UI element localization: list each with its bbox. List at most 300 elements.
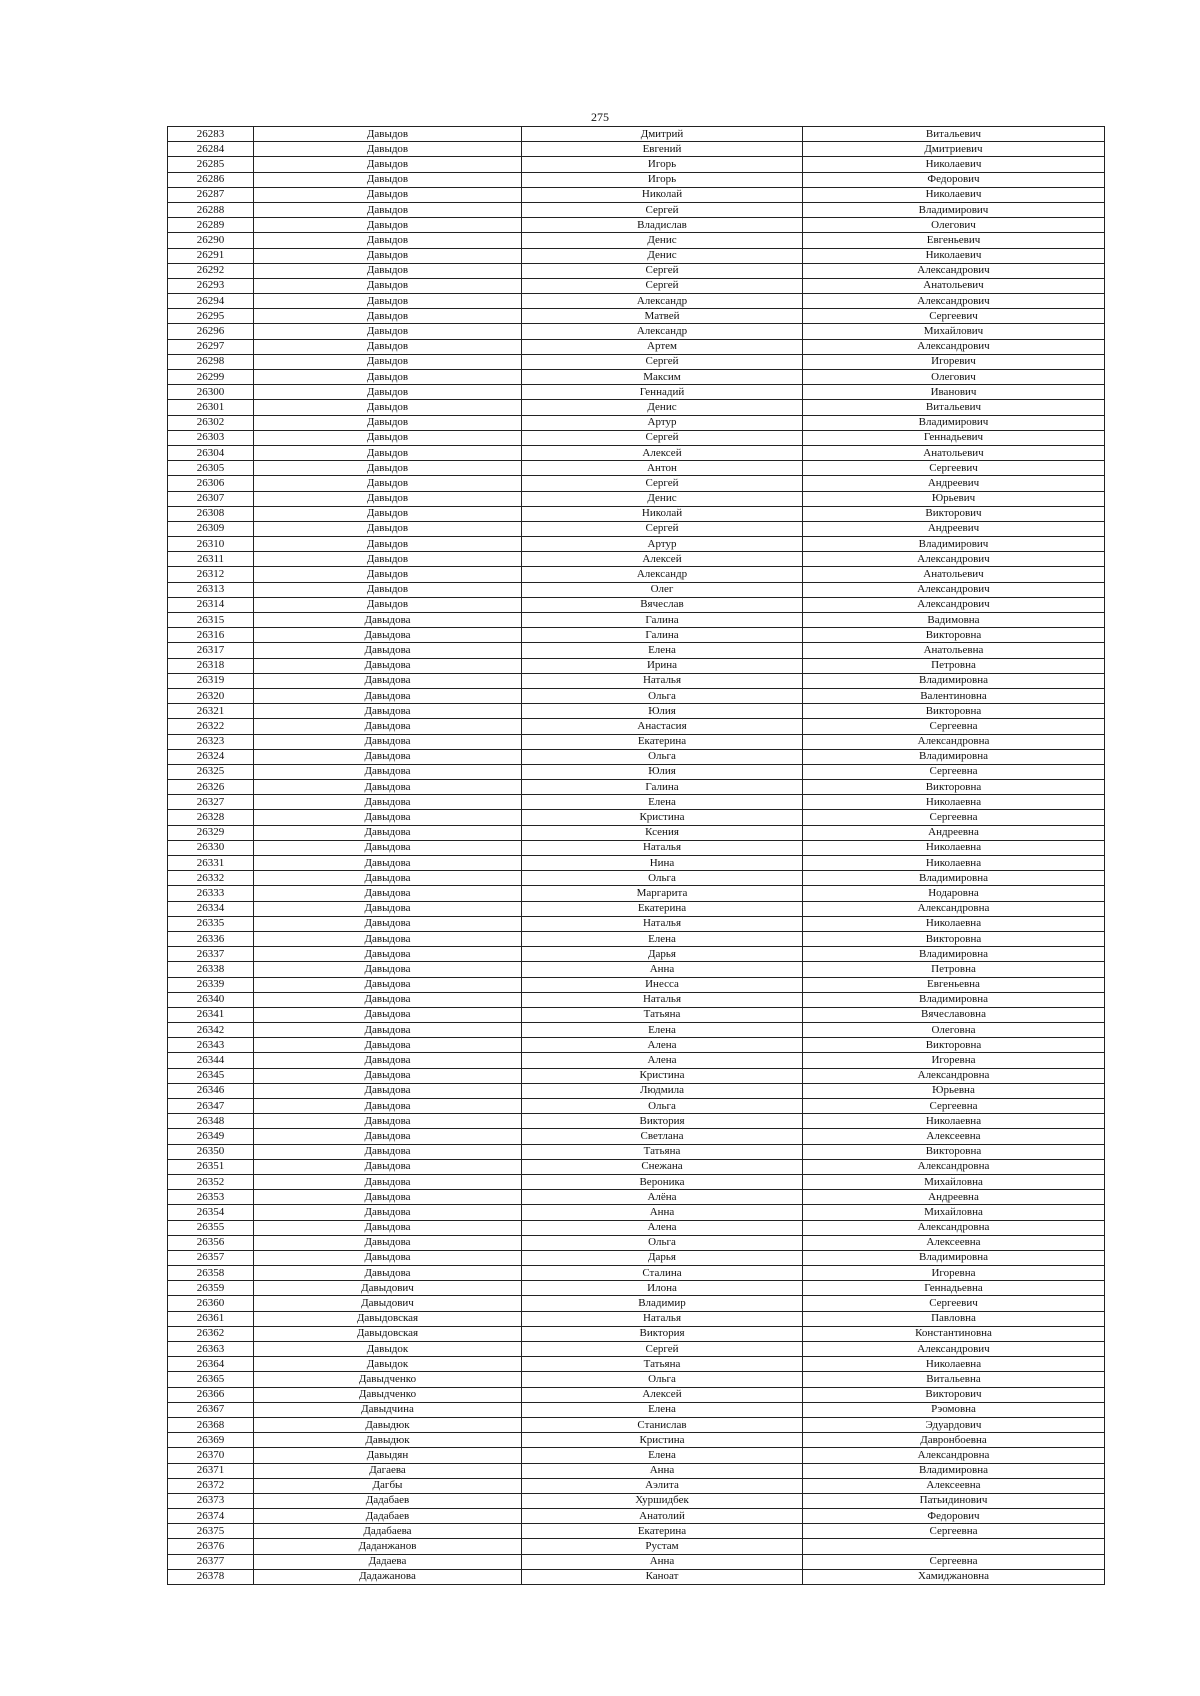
table-row bbox=[168, 445, 1105, 460]
first-name-cell: Виктория bbox=[522, 1326, 803, 1341]
row-number-cell: 26357 bbox=[168, 1250, 254, 1265]
patronymic-cell: Геннадьевич bbox=[803, 430, 1105, 445]
row-number-cell: 26289 bbox=[168, 218, 254, 233]
table-row bbox=[168, 476, 1105, 491]
patronymic-cell: Геннадьевна bbox=[803, 1281, 1105, 1296]
row-number-cell: 26298 bbox=[168, 354, 254, 369]
table-row bbox=[168, 1159, 1105, 1174]
first-name-cell: Маргарита bbox=[522, 886, 803, 901]
patronymic-cell: Александрович bbox=[803, 1342, 1105, 1357]
row-number-cell: 26376 bbox=[168, 1539, 254, 1554]
last-name-cell: Давыдов bbox=[254, 400, 522, 415]
table-row bbox=[168, 1326, 1105, 1341]
table-row bbox=[168, 613, 1105, 628]
last-name-cell: Давыдова bbox=[254, 1083, 522, 1098]
row-number-cell: 26285 bbox=[168, 157, 254, 172]
patronymic-cell: Евгеньевна bbox=[803, 977, 1105, 992]
table-row bbox=[168, 1099, 1105, 1114]
row-number-cell: 26321 bbox=[168, 704, 254, 719]
last-name-cell: Дагбы bbox=[254, 1478, 522, 1493]
patronymic-cell: Сергеевна bbox=[803, 1099, 1105, 1114]
last-name-cell: Дадаева bbox=[254, 1554, 522, 1569]
patronymic-cell: Сергеевна bbox=[803, 719, 1105, 734]
last-name-cell: Давыдченко bbox=[254, 1372, 522, 1387]
table-row bbox=[168, 506, 1105, 521]
last-name-cell: Давыдова bbox=[254, 1174, 522, 1189]
first-name-cell: Дарья bbox=[522, 947, 803, 962]
patronymic-cell: Сергеевна bbox=[803, 764, 1105, 779]
last-name-cell: Дадажанова bbox=[254, 1569, 522, 1584]
row-number-cell: 26300 bbox=[168, 385, 254, 400]
row-number-cell: 26378 bbox=[168, 1569, 254, 1584]
last-name-cell: Давыдов bbox=[254, 294, 522, 309]
last-name-cell: Давыдова bbox=[254, 795, 522, 810]
table-row bbox=[168, 840, 1105, 855]
table-row bbox=[168, 400, 1105, 415]
table-row bbox=[168, 567, 1105, 582]
patronymic-cell: Петровна bbox=[803, 658, 1105, 673]
table-row bbox=[168, 1205, 1105, 1220]
table-row bbox=[168, 1068, 1105, 1083]
row-number-cell: 26369 bbox=[168, 1433, 254, 1448]
last-name-cell: Давыдова bbox=[254, 1190, 522, 1205]
table-row bbox=[168, 1342, 1105, 1357]
last-name-cell: Давыдова bbox=[254, 704, 522, 719]
patronymic-cell: Александрович bbox=[803, 339, 1105, 354]
first-name-cell: Матвей bbox=[522, 309, 803, 324]
last-name-cell: Давыдов bbox=[254, 172, 522, 187]
last-name-cell: Давыдова bbox=[254, 931, 522, 946]
table-row bbox=[168, 187, 1105, 202]
last-name-cell: Давыдов bbox=[254, 127, 522, 142]
table-row bbox=[168, 142, 1105, 157]
first-name-cell: Владислав bbox=[522, 218, 803, 233]
last-name-cell: Давыдова bbox=[254, 628, 522, 643]
last-name-cell: Давыдова bbox=[254, 992, 522, 1007]
table-row bbox=[168, 1144, 1105, 1159]
last-name-cell: Давыдов bbox=[254, 233, 522, 248]
last-name-cell: Давыдчина bbox=[254, 1402, 522, 1417]
table-row bbox=[168, 1129, 1105, 1144]
last-name-cell: Давыдова bbox=[254, 780, 522, 795]
last-name-cell: Давыдок bbox=[254, 1342, 522, 1357]
row-number-cell: 26377 bbox=[168, 1554, 254, 1569]
table-row bbox=[168, 795, 1105, 810]
first-name-cell: Нина bbox=[522, 856, 803, 871]
patronymic-cell: Анатольевич bbox=[803, 445, 1105, 460]
first-name-cell: Евгений bbox=[522, 142, 803, 157]
row-number-cell: 26346 bbox=[168, 1083, 254, 1098]
patronymic-cell: Владимировна bbox=[803, 1463, 1105, 1478]
table-row bbox=[168, 962, 1105, 977]
first-name-cell: Вячеслав bbox=[522, 597, 803, 612]
last-name-cell: Давыдов bbox=[254, 218, 522, 233]
row-number-cell: 26313 bbox=[168, 582, 254, 597]
row-number-cell: 26366 bbox=[168, 1387, 254, 1402]
first-name-cell: Сергей bbox=[522, 202, 803, 217]
first-name-cell: Екатерина bbox=[522, 901, 803, 916]
patronymic-cell: Николаевна bbox=[803, 840, 1105, 855]
first-name-cell: Галина bbox=[522, 628, 803, 643]
patronymic-cell: Эдуардович bbox=[803, 1417, 1105, 1432]
first-name-cell: Аэлита bbox=[522, 1478, 803, 1493]
row-number-cell: 26359 bbox=[168, 1281, 254, 1296]
table-row bbox=[168, 1554, 1105, 1569]
last-name-cell: Давыдов bbox=[254, 248, 522, 263]
patronymic-cell: Алексеевна bbox=[803, 1129, 1105, 1144]
patronymic-cell: Константиновна bbox=[803, 1326, 1105, 1341]
last-name-cell: Давыдова bbox=[254, 977, 522, 992]
last-name-cell: Дадабаев bbox=[254, 1509, 522, 1524]
row-number-cell: 26363 bbox=[168, 1342, 254, 1357]
patronymic-cell: Сергеевна bbox=[803, 1554, 1105, 1569]
row-number-cell: 26355 bbox=[168, 1220, 254, 1235]
first-name-cell: Анна bbox=[522, 1463, 803, 1478]
patronymic-cell: Витальевна bbox=[803, 1372, 1105, 1387]
row-number-cell: 26358 bbox=[168, 1266, 254, 1281]
last-name-cell: Давыдович bbox=[254, 1281, 522, 1296]
first-name-cell: Елена bbox=[522, 1448, 803, 1463]
row-number-cell: 26336 bbox=[168, 931, 254, 946]
table-row bbox=[168, 749, 1105, 764]
first-name-cell: Максим bbox=[522, 370, 803, 385]
row-number-cell: 26360 bbox=[168, 1296, 254, 1311]
page-number: 275 bbox=[591, 110, 609, 124]
patronymic-cell: Юрьевич bbox=[803, 491, 1105, 506]
first-name-cell: Алексей bbox=[522, 552, 803, 567]
first-name-cell: Александр bbox=[522, 567, 803, 582]
row-number-cell: 26297 bbox=[168, 339, 254, 354]
row-number-cell: 26327 bbox=[168, 795, 254, 810]
patronymic-cell: Александровна bbox=[803, 901, 1105, 916]
table-row bbox=[168, 552, 1105, 567]
table-row bbox=[168, 218, 1105, 233]
row-number-cell: 26315 bbox=[168, 613, 254, 628]
first-name-cell: Юлия bbox=[522, 764, 803, 779]
patronymic-cell: Александрович bbox=[803, 263, 1105, 278]
patronymic-cell: Дмитриевич bbox=[803, 142, 1105, 157]
last-name-cell: Давыдов bbox=[254, 506, 522, 521]
row-number-cell: 26370 bbox=[168, 1448, 254, 1463]
patronymic-cell: Вячеславовна bbox=[803, 1007, 1105, 1022]
row-number-cell: 26342 bbox=[168, 1023, 254, 1038]
first-name-cell: Сергей bbox=[522, 430, 803, 445]
table-row bbox=[168, 1235, 1105, 1250]
patronymic-cell: Федорович bbox=[803, 1509, 1105, 1524]
first-name-cell: Александр bbox=[522, 324, 803, 339]
last-name-cell: Давыдова bbox=[254, 764, 522, 779]
table-row bbox=[168, 947, 1105, 962]
table-row bbox=[168, 1387, 1105, 1402]
last-name-cell: Давыдов bbox=[254, 521, 522, 536]
table-row bbox=[168, 1038, 1105, 1053]
table-row bbox=[168, 673, 1105, 688]
first-name-cell: Игорь bbox=[522, 157, 803, 172]
patronymic-cell: Алексеевна bbox=[803, 1478, 1105, 1493]
table-row bbox=[168, 1569, 1105, 1584]
row-number-cell: 26303 bbox=[168, 430, 254, 445]
last-name-cell: Давыдова bbox=[254, 810, 522, 825]
row-number-cell: 26372 bbox=[168, 1478, 254, 1493]
row-number-cell: 26317 bbox=[168, 643, 254, 658]
row-number-cell: 26311 bbox=[168, 552, 254, 567]
first-name-cell: Кристина bbox=[522, 1433, 803, 1448]
first-name-cell: Виктория bbox=[522, 1114, 803, 1129]
first-name-cell: Елена bbox=[522, 931, 803, 946]
last-name-cell: Дагаева bbox=[254, 1463, 522, 1478]
patronymic-cell: Викторовна bbox=[803, 1038, 1105, 1053]
patronymic-cell: Олегович bbox=[803, 370, 1105, 385]
patronymic-cell: Вадимовна bbox=[803, 613, 1105, 628]
table-row bbox=[168, 1281, 1105, 1296]
table-row bbox=[168, 1372, 1105, 1387]
table-row bbox=[168, 856, 1105, 871]
table-row bbox=[168, 157, 1105, 172]
row-number-cell: 26335 bbox=[168, 916, 254, 931]
row-number-cell: 26294 bbox=[168, 294, 254, 309]
table-row bbox=[168, 1311, 1105, 1326]
first-name-cell: Юлия bbox=[522, 704, 803, 719]
table-row bbox=[168, 582, 1105, 597]
last-name-cell: Давыдова bbox=[254, 688, 522, 703]
patronymic-cell: Александровна bbox=[803, 1448, 1105, 1463]
table-row bbox=[168, 324, 1105, 339]
first-name-cell: Вероника bbox=[522, 1174, 803, 1189]
table-row bbox=[168, 248, 1105, 263]
last-name-cell: Давыдов bbox=[254, 430, 522, 445]
table-row bbox=[168, 385, 1105, 400]
patronymic-cell: Сергеевич bbox=[803, 1296, 1105, 1311]
first-name-cell: Артем bbox=[522, 339, 803, 354]
table-row bbox=[168, 901, 1105, 916]
patronymic-cell: Владимировна bbox=[803, 992, 1105, 1007]
table-row bbox=[168, 1478, 1105, 1493]
first-name-cell: Илона bbox=[522, 1281, 803, 1296]
patronymic-cell: Андреевич bbox=[803, 521, 1105, 536]
patronymic-cell: Рэомовна bbox=[803, 1402, 1105, 1417]
row-number-cell: 26339 bbox=[168, 977, 254, 992]
row-number-cell: 26296 bbox=[168, 324, 254, 339]
last-name-cell: Давыдова bbox=[254, 886, 522, 901]
row-number-cell: 26329 bbox=[168, 825, 254, 840]
table-row bbox=[168, 172, 1105, 187]
table-row bbox=[168, 354, 1105, 369]
row-number-cell: 26330 bbox=[168, 840, 254, 855]
last-name-cell: Давыдов bbox=[254, 491, 522, 506]
table-row bbox=[168, 658, 1105, 673]
last-name-cell: Давыдов bbox=[254, 339, 522, 354]
patronymic-cell: Анатольевич bbox=[803, 567, 1105, 582]
last-name-cell: Давыдова bbox=[254, 916, 522, 931]
last-name-cell: Давыдова bbox=[254, 871, 522, 886]
last-name-cell: Давыдова bbox=[254, 1220, 522, 1235]
patronymic-cell: Викторовна bbox=[803, 704, 1105, 719]
row-number-cell: 26318 bbox=[168, 658, 254, 673]
last-name-cell: Давыдов bbox=[254, 385, 522, 400]
patronymic-cell: Патьидинович bbox=[803, 1493, 1105, 1508]
last-name-cell: Давыдов bbox=[254, 370, 522, 385]
patronymic-cell: Андреевна bbox=[803, 825, 1105, 840]
row-number-cell: 26353 bbox=[168, 1190, 254, 1205]
last-name-cell: Давыдова bbox=[254, 1205, 522, 1220]
patronymic-cell: Владимирович bbox=[803, 202, 1105, 217]
first-name-cell: Станислав bbox=[522, 1417, 803, 1432]
last-name-cell: Давыдова bbox=[254, 749, 522, 764]
first-name-cell: Сергей bbox=[522, 521, 803, 536]
table-row bbox=[168, 461, 1105, 476]
row-number-cell: 26331 bbox=[168, 856, 254, 871]
last-name-cell: Давыдов bbox=[254, 567, 522, 582]
row-number-cell: 26343 bbox=[168, 1038, 254, 1053]
row-number-cell: 26290 bbox=[168, 233, 254, 248]
row-number-cell: 26324 bbox=[168, 749, 254, 764]
registry-table bbox=[167, 126, 1105, 1585]
row-number-cell: 26337 bbox=[168, 947, 254, 962]
patronymic-cell: Владимировна bbox=[803, 1250, 1105, 1265]
last-name-cell: Давыдов bbox=[254, 537, 522, 552]
first-name-cell: Николай bbox=[522, 187, 803, 202]
patronymic-cell: Викторовна bbox=[803, 628, 1105, 643]
row-number-cell: 26345 bbox=[168, 1068, 254, 1083]
patronymic-cell: Сергеевна bbox=[803, 1524, 1105, 1539]
first-name-cell: Екатерина bbox=[522, 1524, 803, 1539]
patronymic-cell: Александровна bbox=[803, 1068, 1105, 1083]
first-name-cell: Татьяна bbox=[522, 1357, 803, 1372]
table-row bbox=[168, 1493, 1105, 1508]
first-name-cell: Дмитрий bbox=[522, 127, 803, 142]
patronymic-cell: Игоревич bbox=[803, 354, 1105, 369]
table-row bbox=[168, 719, 1105, 734]
table-row bbox=[168, 1417, 1105, 1432]
first-name-cell: Анастасия bbox=[522, 719, 803, 734]
patronymic-cell: Викторовна bbox=[803, 1144, 1105, 1159]
first-name-cell: Кристина bbox=[522, 810, 803, 825]
last-name-cell: Давыдова bbox=[254, 1114, 522, 1129]
table-row bbox=[168, 1190, 1105, 1205]
first-name-cell: Алена bbox=[522, 1220, 803, 1235]
last-name-cell: Давыдова bbox=[254, 1099, 522, 1114]
row-number-cell: 26302 bbox=[168, 415, 254, 430]
row-number-cell: 26332 bbox=[168, 871, 254, 886]
row-number-cell: 26323 bbox=[168, 734, 254, 749]
first-name-cell: Алена bbox=[522, 1053, 803, 1068]
last-name-cell: Давыдов bbox=[254, 187, 522, 202]
row-number-cell: 26361 bbox=[168, 1311, 254, 1326]
first-name-cell: Игорь bbox=[522, 172, 803, 187]
row-number-cell: 26334 bbox=[168, 901, 254, 916]
patronymic-cell: Александровна bbox=[803, 1159, 1105, 1174]
first-name-cell: Геннадий bbox=[522, 385, 803, 400]
row-number-cell: 26288 bbox=[168, 202, 254, 217]
patronymic-cell: Михайлович bbox=[803, 324, 1105, 339]
row-number-cell: 26349 bbox=[168, 1129, 254, 1144]
patronymic-cell: Анатольевич bbox=[803, 278, 1105, 293]
row-number-cell: 26356 bbox=[168, 1235, 254, 1250]
patronymic-cell: Николаевна bbox=[803, 856, 1105, 871]
patronymic-cell: Витальевич bbox=[803, 127, 1105, 142]
patronymic-cell: Сергеевич bbox=[803, 461, 1105, 476]
patronymic-cell: Олеговна bbox=[803, 1023, 1105, 1038]
row-number-cell: 26328 bbox=[168, 810, 254, 825]
row-number-cell: 26284 bbox=[168, 142, 254, 157]
table-row bbox=[168, 1023, 1105, 1038]
patronymic-cell: Витальевич bbox=[803, 400, 1105, 415]
table-row bbox=[168, 415, 1105, 430]
patronymic-cell: Давронбоевна bbox=[803, 1433, 1105, 1448]
patronymic-cell: Валентиновна bbox=[803, 688, 1105, 703]
first-name-cell: Артур bbox=[522, 537, 803, 552]
row-number-cell: 26304 bbox=[168, 445, 254, 460]
last-name-cell: Даданжанов bbox=[254, 1539, 522, 1554]
table-row bbox=[168, 871, 1105, 886]
patronymic-cell: Юрьевна bbox=[803, 1083, 1105, 1098]
table-row bbox=[168, 430, 1105, 445]
last-name-cell: Давыдченко bbox=[254, 1387, 522, 1402]
row-number-cell: 26338 bbox=[168, 962, 254, 977]
first-name-cell: Рустам bbox=[522, 1539, 803, 1554]
row-number-cell: 26362 bbox=[168, 1326, 254, 1341]
row-number-cell: 26341 bbox=[168, 1007, 254, 1022]
first-name-cell: Елена bbox=[522, 643, 803, 658]
last-name-cell: Давыдович bbox=[254, 1296, 522, 1311]
last-name-cell: Давыдов bbox=[254, 278, 522, 293]
first-name-cell: Людмила bbox=[522, 1083, 803, 1098]
first-name-cell: Ольга bbox=[522, 871, 803, 886]
patronymic-cell: Сергеевна bbox=[803, 810, 1105, 825]
patronymic-cell: Николаевич bbox=[803, 157, 1105, 172]
patronymic-cell: Иванович bbox=[803, 385, 1105, 400]
table-row bbox=[168, 1007, 1105, 1022]
table-row bbox=[168, 1402, 1105, 1417]
last-name-cell: Давыдова bbox=[254, 1129, 522, 1144]
patronymic-cell: Нодаровна bbox=[803, 886, 1105, 901]
row-number-cell: 26320 bbox=[168, 688, 254, 703]
last-name-cell: Давыдов bbox=[254, 142, 522, 157]
first-name-cell: Галина bbox=[522, 780, 803, 795]
last-name-cell: Давыдов bbox=[254, 582, 522, 597]
patronymic-cell: Михайловна bbox=[803, 1174, 1105, 1189]
table-row bbox=[168, 521, 1105, 536]
row-number-cell: 26351 bbox=[168, 1159, 254, 1174]
patronymic-cell: Петровна bbox=[803, 962, 1105, 977]
row-number-cell: 26374 bbox=[168, 1509, 254, 1524]
row-number-cell: 26375 bbox=[168, 1524, 254, 1539]
table-row bbox=[168, 1509, 1105, 1524]
patronymic-cell: Владимировна bbox=[803, 673, 1105, 688]
row-number-cell: 26286 bbox=[168, 172, 254, 187]
patronymic-cell bbox=[803, 1539, 1105, 1554]
row-number-cell: 26344 bbox=[168, 1053, 254, 1068]
patronymic-cell: Николаевна bbox=[803, 795, 1105, 810]
table-row bbox=[168, 278, 1105, 293]
last-name-cell: Давыдов bbox=[254, 552, 522, 567]
first-name-cell: Наталья bbox=[522, 916, 803, 931]
first-name-cell: Елена bbox=[522, 795, 803, 810]
last-name-cell: Давыдова bbox=[254, 1068, 522, 1083]
row-number-cell: 26312 bbox=[168, 567, 254, 582]
first-name-cell: Сергей bbox=[522, 476, 803, 491]
table-row bbox=[168, 977, 1105, 992]
patronymic-cell: Владимирович bbox=[803, 537, 1105, 552]
first-name-cell: Елена bbox=[522, 1023, 803, 1038]
first-name-cell: Денис bbox=[522, 233, 803, 248]
patronymic-cell: Игоревна bbox=[803, 1266, 1105, 1281]
last-name-cell: Давыдова bbox=[254, 1235, 522, 1250]
last-name-cell: Давыдова bbox=[254, 1007, 522, 1022]
patronymic-cell: Владимировна bbox=[803, 749, 1105, 764]
table-row bbox=[168, 1083, 1105, 1098]
last-name-cell: Давыдов bbox=[254, 324, 522, 339]
